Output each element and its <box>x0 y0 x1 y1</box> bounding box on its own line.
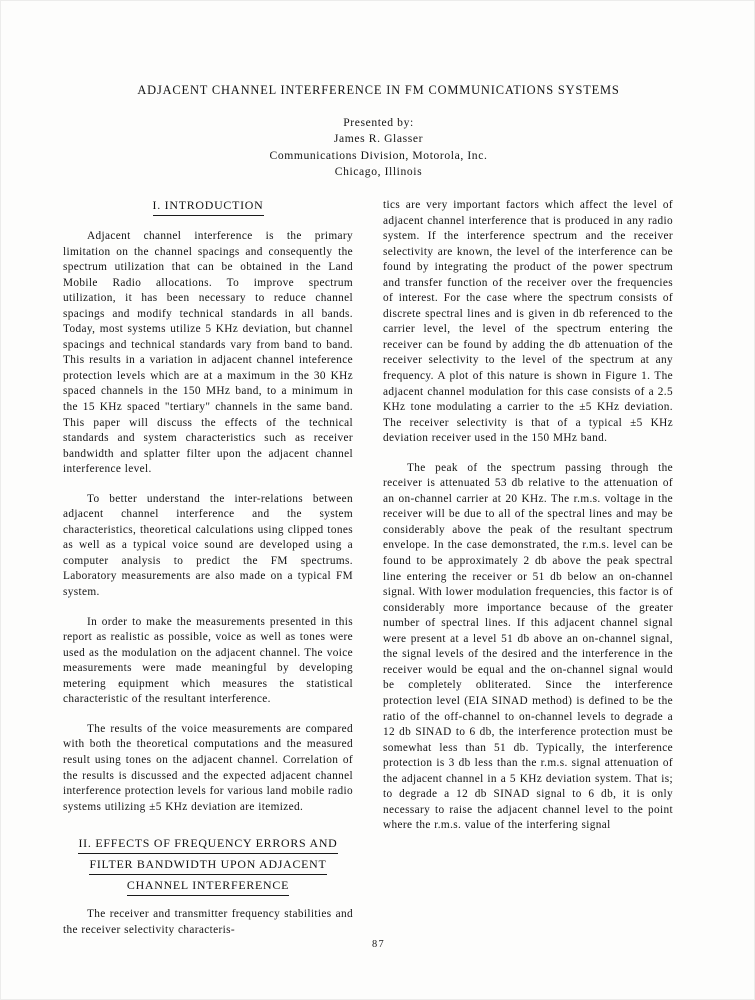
section-2-heading-line-2: FILTER BANDWIDTH UPON ADJACENT <box>89 856 326 875</box>
paragraph: Adjacent channel interference is the primary limitation on the channel spacings and consequently the spectrum utilization that can be obtained in the Land Mobile Radio allocations. To improve spectrum utilization, it has been necessary to reduce channel spacings and modify technical standards in all bands. Today, most systems utilize 5 KHz deviation, but channel spacings and technical standards vary from band to band. This results in a variation in adjacent channel inteference protection levels which are at a maximum in the 30 KHz spaced channels in the 150 MHz band, to a minimum in the 15 KHz spaced "tertiary" channels in the same band. This paper will discuss the effects of the technical standards and system characteristics such as receiver bandwidth and splatter filter upon the adjacent channel interference level. <box>63 230 353 476</box>
section-2-heading-line-1: II. EFFECTS OF FREQUENCY ERRORS AND <box>78 835 337 854</box>
paragraph: The receiver and transmitter frequency stabilities and the receiver selectivity characteris- <box>63 908 353 936</box>
presented-by-label: Presented by: <box>343 116 414 129</box>
paragraph: In order to make the measurements presented in this report as realistic as possible, voice as well as tones were used as the modulation on the adjacent channel. The voice measurements were made meaningful by developing metering equipment which measures the statistical characteristic of the resultant interference. <box>63 615 353 706</box>
paragraph: To better understand the inter-relations between adjacent channel interference and the system characteristics, theoretical calculations using clipped tones as well as a typical voice sound are developed using a computer analysis to predict the FM spectrums. Laboratory measurements are also made on a typical FM system. <box>63 492 353 599</box>
byline-block <box>1 115 755 181</box>
section-1-heading-text: I. INTRODUCTION <box>153 197 264 216</box>
page-title: ADJACENT CHANNEL INTERFERENCE IN FM COMMUNICATIONS SYSTEMS <box>137 83 620 97</box>
right-column <box>383 198 673 834</box>
section-2-heading-line <box>63 856 353 875</box>
paragraph: The peak of the spectrum passing through the receiver is attenuated 53 db relative to the attenuation of an on-channel carrier at 20 KHz. The r.m.s. voltage in the receiver will be due to all of the spectral lines and may be considerably above the peak of the resultant spectrum envelope. In the case demonstrated, the r.m.s. level can be found to be approximately 2 db above the peak spectral line entering the receiver or 51 db below an on-channel signal. With lower modulation frequencies, this factor is of considerably more importance because of the greater number of spectral lines. If this adjacent channel signal were present at a level 51 db above an on-channel signal, the signal levels of the desired and the interference in the receiver would be equal and the on-channel signal would be completely obliterated. Since the interference protection level (EIA SINAD method) is defined to be the ratio of the off-channel to on-channel levels to degrade a 12 db SINAD to 6 db, the interference protection must be somewhat less than 51 db. Typically, the interference protection is 3 db less than the r.m.s. signal attenuation of the adjacent channel in a 5 KHz deviation system. That is; to degrade a 12 db SINAD signal to 6 db, it is only necessary to raise the adjacent channel level to the point where the r.m.s. value of the interfering signal <box>383 461 674 832</box>
left-column <box>63 197 353 938</box>
paragraph: tics are very important factors which affect the level of adjacent channel interference that is produced in any radio system. If the interference spectrum and the receiver selectivity are known, the level of the interference can be found by integrating the product of the power spectrum and transfer function of the receiver over the frequencies of interest. For the case where the spectrum consists of discrete spectral lines and is given in db referenced to the carrier level, the level of the spectrum entering the receiver can be found by adding the db attenuation of the receiver selectivity to the level of the spectrum at any frequency. A plot of this nature is shown in Figure 1. The adjacent channel modulation for this case consists of a 2.5 KHz tone modulating a carrier to the ±5 KHz deviation. The receiver selectivity is that of a typical ±5 KHz deviation receiver used in the 150 MHz band. <box>383 199 673 445</box>
section-2-heading-line-3: CHANNEL INTERFERENCE <box>127 877 289 896</box>
section-2-heading-line <box>63 835 353 854</box>
paragraph: The results of the voice measurements are compared with both the theoretical computations and the measured result using tones on the adjacent channel. Correlation of the results is discussed and the expected adjacent channel interference protection levels for various land mobile radio systems utilizing ±5 KHz deviation are itemized. <box>63 722 354 813</box>
author-location: Chicago, Illinois <box>334 165 423 179</box>
page-number: 87 <box>372 939 385 950</box>
author-affiliation: Communications Division, Motorola, Inc. <box>269 148 488 162</box>
section-1-heading <box>63 197 353 216</box>
page-content-area <box>1 1 755 1000</box>
author-name: James R. Glasser <box>333 132 424 146</box>
section-2-heading <box>63 835 353 896</box>
section-2-heading-line <box>63 877 353 896</box>
